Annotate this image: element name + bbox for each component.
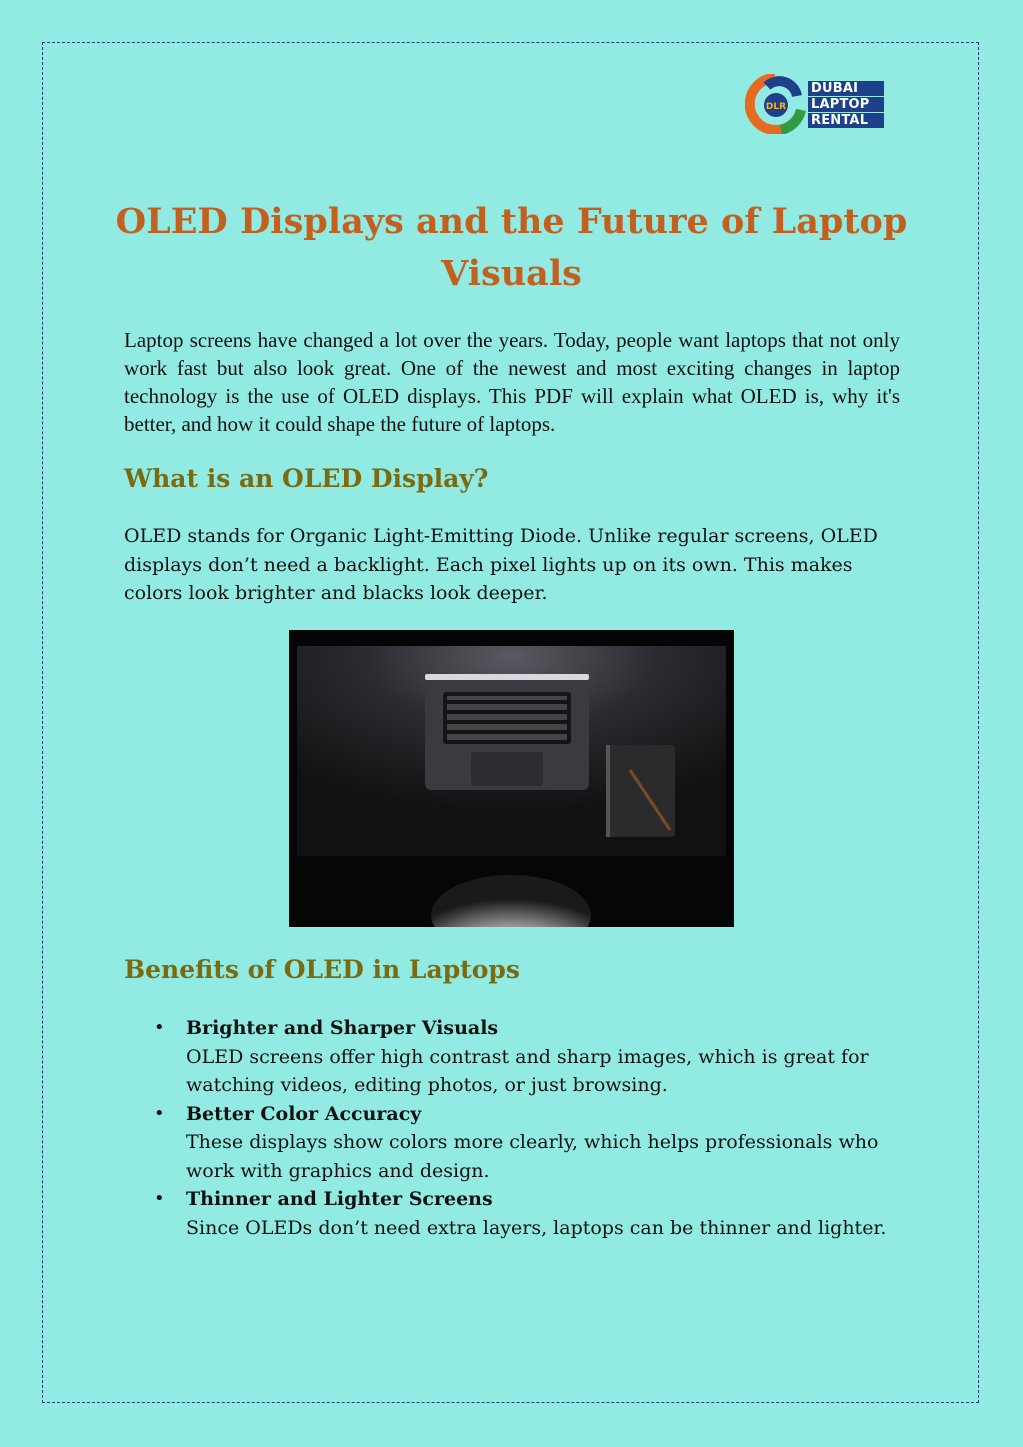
- laptop-illustration: [289, 630, 734, 927]
- list-item: [154, 1100, 914, 1186]
- bullet-icon: •: [154, 1188, 165, 1209]
- page-title: OLED Displays and the Future of Laptop Visuals: [115, 201, 908, 294]
- logo-wordmark: [808, 81, 884, 128]
- benefit-description: Since OLEDs don’t need extra layers, laptops can be thinner and lighter.: [186, 1216, 887, 1239]
- benefit-description: OLED screens offer high contrast and sharp images, which is great for watching videos, editing photos, or just browsing.: [186, 1045, 869, 1096]
- intro-paragraph: Laptop screens have changed a lot over the years. Today, people want laptops that not only work fast but also look great. One of the newest and most exciting changes in laptop technology is the use of OLED displays. This PDF will explain what OLED is, why it's better, and how it could shape the future of laptops.: [124, 328, 900, 436]
- laptop-desk-photo: [289, 630, 734, 927]
- bullet-icon: •: [154, 1017, 165, 1038]
- benefits-list: [154, 1014, 914, 1242]
- logo-mark-icon: [745, 74, 807, 134]
- company-logo: [745, 74, 887, 134]
- what-is-oled-heading: What is an OLED Display?: [124, 464, 489, 493]
- bullet-icon: •: [154, 1102, 165, 1124]
- benefit-description: These displays show colors more clearly, which helps professionals who work with graphics and design.: [186, 1131, 879, 1182]
- logo-mark-text: DLR: [765, 102, 787, 112]
- what-is-oled-paragraph: OLED stands for Organic Light-Emitting Diode. Unlike regular screens, OLED displays don’t need a backlight. Each pixel lights up on its own. This makes colors look brighter and blacks look deeper.: [124, 525, 878, 604]
- benefit-title: Thinner and Lighter Screens: [186, 1188, 493, 1210]
- logo-line-1: DUBAI: [808, 81, 884, 96]
- benefit-title: Brighter and Sharper Visuals: [186, 1017, 499, 1039]
- benefits-heading: Benefits of OLED in Laptops: [124, 955, 520, 984]
- logo-line-2: LAPTOP: [808, 97, 884, 112]
- benefit-title: Better Color Accuracy: [186, 1102, 422, 1125]
- list-item: [154, 1014, 914, 1100]
- list-item: [154, 1185, 914, 1242]
- logo-line-3: RENTAL: [808, 113, 884, 128]
